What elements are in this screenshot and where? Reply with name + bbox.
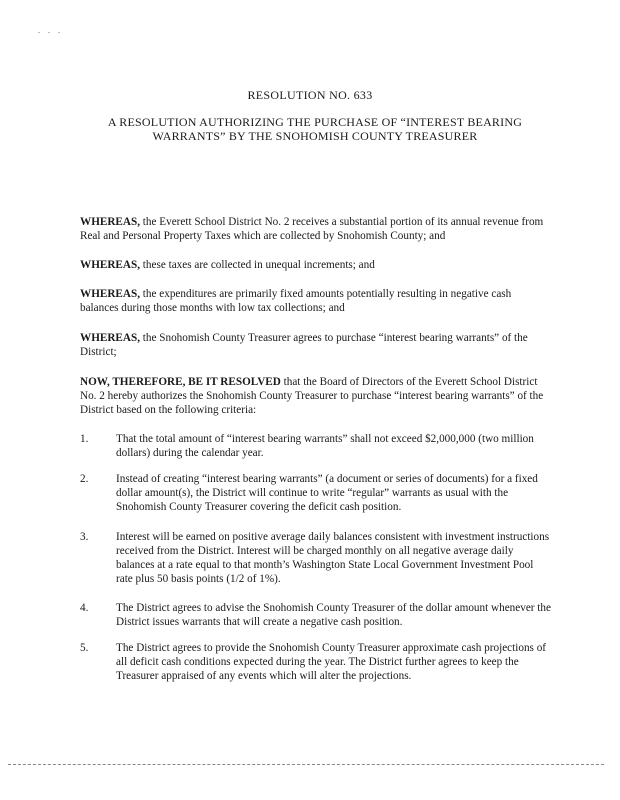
criteria-number: 3.	[80, 531, 89, 543]
criteria-number: 4.	[80, 602, 89, 614]
paragraph-text: the Everett School District No. 2 receives a substantial portion of its annual revenue from Real and Personal Property Taxes which are collected by Snohomish County; and	[80, 216, 544, 242]
resolution-number: RESOLUTION NO. 633	[247, 88, 373, 102]
paragraph-keyword: WHEREAS,	[80, 288, 140, 300]
paragraph-text: the Snohomish County Treasurer agrees to purchase “interest bearing warrants” of the District;	[80, 332, 528, 358]
criteria-text: The District agrees to advise the Snohomish County Treasurer of the dollar amount whenever the District issues warrants that will create a negative cash position.	[116, 602, 551, 628]
page-footer-divider	[8, 764, 604, 766]
criteria-number: 5.	[80, 642, 89, 654]
criteria-text: That the total amount of “interest bearing warrants” shall not exceed $2,000,000 (two million dollars) during the calendar year.	[116, 433, 534, 459]
resolved-paragraph	[80, 375, 550, 417]
whereas-paragraph-1	[80, 215, 550, 243]
scan-marks: . . .	[38, 26, 63, 35]
paragraph-keyword: WHEREAS,	[80, 332, 140, 344]
resolution-title: A RESOLUTION AUTHORIZING THE PURCHASE OF “INTEREST BEARING WARRANTS” BY THE SNOHOMISH COUNTY TREASURER	[107, 115, 523, 143]
criteria-text: Instead of creating “interest bearing warrants” (a document or series of documents) for a fixed dollar amount(s), the District will continue to write “regular” warrants as usual with the Snohomish County Treasurer covering the deficit cash position.	[116, 473, 538, 513]
paragraph-keyword: WHEREAS,	[80, 216, 140, 228]
criteria-text: The District agrees to provide the Snohomish County Treasurer approximate cash projections of all deficit cash conditions expected during the year. The District further agrees to keep the Treasurer appraised of any events which will alter the projections.	[116, 642, 547, 682]
whereas-paragraph-3	[80, 287, 550, 315]
criteria-number: 1.	[80, 433, 89, 445]
whereas-paragraph-2	[80, 258, 550, 272]
criteria-number: 2.	[80, 473, 89, 485]
whereas-paragraph-4	[80, 331, 550, 359]
paragraph-text: that the Board of Directors of the Everett School District No. 2 hereby authorizes the Snohomish County Treasurer to purchase “interest bearing warrants” of the District based on the following criteria:	[80, 376, 544, 416]
paragraph-keyword: NOW, THEREFORE, BE IT RESOLVED	[80, 376, 281, 388]
paragraph-text: these taxes are collected in unequal increments; and	[140, 259, 375, 271]
paragraph-keyword: WHEREAS,	[80, 259, 140, 271]
paragraph-text: the expenditures are primarily fixed amounts potentially resulting in negative cash balances during those months with low tax collections; and	[80, 288, 512, 314]
criteria-text: Interest will be earned on positive average daily balances consistent with investment instructions received from the District. Interest will be charged monthly on all negative average daily balances at a rate equal to that month’s Washington State Local Government Investment Pool rate plus 50 basis points (1/2 of 1%).	[116, 531, 550, 585]
